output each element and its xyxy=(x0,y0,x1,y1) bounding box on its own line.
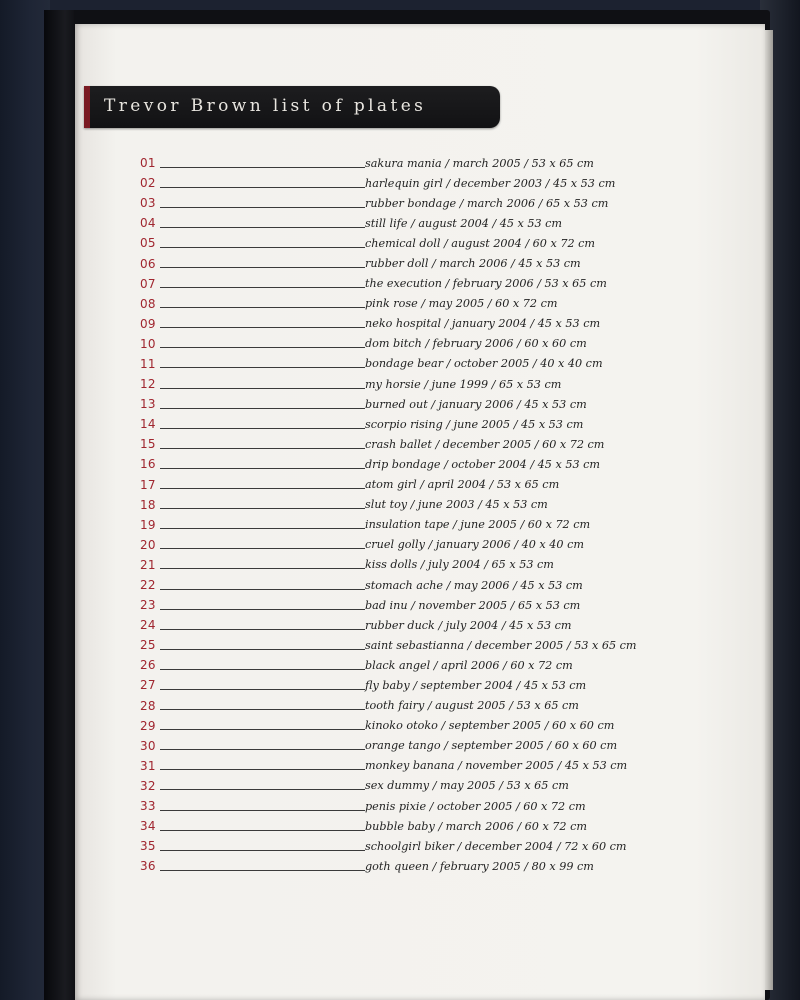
plate-number: 19 xyxy=(140,517,156,532)
plate-number: 22 xyxy=(140,578,156,593)
plate-number: 05 xyxy=(140,236,156,251)
plate-number: 17 xyxy=(140,477,156,492)
plate-number: 25 xyxy=(140,638,156,653)
plate-row xyxy=(140,495,700,515)
plate-row xyxy=(140,253,700,273)
plate-number: 15 xyxy=(140,437,156,452)
leader-line xyxy=(160,227,365,228)
plate-description: sex dummy / may 2005 / 53 x 65 cm xyxy=(365,779,569,793)
leader-line xyxy=(160,528,365,529)
plate-number: 12 xyxy=(140,377,156,392)
plate-description: rubber bondage / march 2006 / 65 x 53 cm xyxy=(365,196,609,210)
plate-description: insulation tape / june 2005 / 60 x 72 cm xyxy=(365,518,591,532)
plate-number: 21 xyxy=(140,557,156,572)
plate-row xyxy=(140,776,700,796)
plate-description: monkey banana / november 2005 / 45 x 53 cm xyxy=(365,759,628,773)
leader-line xyxy=(160,187,365,188)
plate-number: 08 xyxy=(140,296,156,311)
leader-line xyxy=(160,428,365,429)
plate-number: 10 xyxy=(140,336,156,351)
plate-description: crash ballet / december 2005 / 60 x 72 cm xyxy=(365,437,605,451)
plate-description: rubber doll / march 2006 / 45 x 53 cm xyxy=(365,257,581,271)
leader-line xyxy=(160,388,365,389)
plate-number: 13 xyxy=(140,397,156,412)
plate-row xyxy=(140,756,700,776)
plate-description: still life / august 2004 / 45 x 53 cm xyxy=(365,216,563,230)
plate-row xyxy=(140,575,700,595)
leader-line xyxy=(160,709,365,710)
plate-description: neko hospital / january 2004 / 45 x 53 cm xyxy=(365,317,601,331)
plate-row xyxy=(140,796,700,816)
leader-line xyxy=(160,468,365,469)
plate-row xyxy=(140,454,700,474)
plate-row xyxy=(140,675,700,695)
plate-description: saint sebastianna / december 2005 / 53 x 65 cm xyxy=(365,638,637,652)
plate-row xyxy=(140,655,700,675)
plate-description: black angel / april 2006 / 60 x 72 cm xyxy=(365,658,573,672)
book-spine xyxy=(44,10,74,1000)
plate-row xyxy=(140,635,700,655)
plate-number: 29 xyxy=(140,718,156,733)
plate-list xyxy=(140,153,700,876)
plate-description: bad inu / november 2005 / 65 x 53 cm xyxy=(365,598,581,612)
plate-number: 26 xyxy=(140,658,156,673)
leader-line xyxy=(160,488,365,489)
plate-number: 28 xyxy=(140,698,156,713)
plate-description: harlequin girl / december 2003 / 45 x 53 cm xyxy=(365,176,616,190)
plate-number: 01 xyxy=(140,156,156,171)
leader-line xyxy=(160,267,365,268)
plate-description: schoolgirl biker / december 2004 / 72 x 60 cm xyxy=(365,839,627,853)
plate-row xyxy=(140,615,700,635)
title-banner-accent xyxy=(84,86,90,128)
plate-number: 06 xyxy=(140,256,156,271)
plate-row xyxy=(140,856,700,876)
plate-number: 11 xyxy=(140,356,156,371)
plate-description: tooth fairy / august 2005 / 53 x 65 cm xyxy=(365,699,579,713)
plate-number: 36 xyxy=(140,859,156,874)
plate-number: 03 xyxy=(140,196,156,211)
plate-number: 07 xyxy=(140,276,156,291)
leader-line xyxy=(160,207,365,208)
plate-number: 20 xyxy=(140,537,156,552)
plate-description: chemical doll / august 2004 / 60 x 72 cm xyxy=(365,236,595,250)
plate-row xyxy=(140,515,700,535)
plate-row xyxy=(140,434,700,454)
page-edge xyxy=(765,30,773,990)
leader-line xyxy=(160,769,365,770)
leader-line xyxy=(160,830,365,831)
plate-description: pink rose / may 2005 / 60 x 72 cm xyxy=(365,297,558,311)
plate-row xyxy=(140,314,700,334)
leader-line xyxy=(160,247,365,248)
plate-row xyxy=(140,173,700,193)
plate-row xyxy=(140,535,700,555)
leader-line xyxy=(160,589,365,590)
plate-number: 23 xyxy=(140,598,156,613)
plate-row xyxy=(140,836,700,856)
plate-row xyxy=(140,394,700,414)
leader-line xyxy=(160,448,365,449)
leader-line xyxy=(160,649,365,650)
plate-row xyxy=(140,816,700,836)
plate-number: 16 xyxy=(140,457,156,472)
leader-line xyxy=(160,167,365,168)
plate-number: 34 xyxy=(140,819,156,834)
leader-line xyxy=(160,669,365,670)
plate-row xyxy=(140,555,700,575)
page-title: Trevor Brown list of plates xyxy=(104,96,427,116)
plate-number: 31 xyxy=(140,758,156,773)
plate-row xyxy=(140,595,700,615)
leader-line xyxy=(160,347,365,348)
plate-row xyxy=(140,354,700,374)
plate-number: 32 xyxy=(140,778,156,793)
leader-line xyxy=(160,307,365,308)
plate-description: the execution / february 2006 / 53 x 65 cm xyxy=(365,277,607,291)
plate-number: 18 xyxy=(140,497,156,512)
leader-line xyxy=(160,367,365,368)
leader-line xyxy=(160,609,365,610)
leader-line xyxy=(160,629,365,630)
plate-description: burned out / january 2006 / 45 x 53 cm xyxy=(365,397,587,411)
plate-description: kinoko otoko / september 2005 / 60 x 60 cm xyxy=(365,719,615,733)
plate-row xyxy=(140,334,700,354)
plate-description: cruel golly / january 2006 / 40 x 40 cm xyxy=(365,538,584,552)
leader-line xyxy=(160,548,365,549)
plate-description: stomach ache / may 2006 / 45 x 53 cm xyxy=(365,578,583,592)
plate-number: 24 xyxy=(140,618,156,633)
plate-row xyxy=(140,716,700,736)
plate-number: 02 xyxy=(140,176,156,191)
plate-row xyxy=(140,294,700,314)
plate-description: scorpio rising / june 2005 / 45 x 53 cm xyxy=(365,417,584,431)
leader-line xyxy=(160,287,365,288)
plate-row xyxy=(140,274,700,294)
plate-description: sakura mania / march 2005 / 53 x 65 cm xyxy=(365,156,594,170)
leader-line xyxy=(160,850,365,851)
plate-number: 33 xyxy=(140,799,156,814)
leader-line xyxy=(160,568,365,569)
plate-description: rubber duck / july 2004 / 45 x 53 cm xyxy=(365,618,572,632)
leader-line xyxy=(160,689,365,690)
plate-row xyxy=(140,736,700,756)
plate-number: 35 xyxy=(140,839,156,854)
plate-number: 30 xyxy=(140,738,156,753)
plate-number: 09 xyxy=(140,316,156,331)
leader-line xyxy=(160,870,365,871)
leader-line xyxy=(160,729,365,730)
plate-description: my horsie / june 1999 / 65 x 53 cm xyxy=(365,377,562,391)
plate-row xyxy=(140,233,700,253)
plate-description: atom girl / april 2004 / 53 x 65 cm xyxy=(365,478,560,492)
plate-row xyxy=(140,475,700,495)
plate-row xyxy=(140,193,700,213)
plate-row xyxy=(140,696,700,716)
plate-number: 27 xyxy=(140,678,156,693)
plate-description: bondage bear / october 2005 / 40 x 40 cm xyxy=(365,357,603,371)
plate-description: slut toy / june 2003 / 45 x 53 cm xyxy=(365,498,548,512)
leader-line xyxy=(160,789,365,790)
leader-line xyxy=(160,810,365,811)
backdrop-left xyxy=(0,0,50,1000)
plate-row xyxy=(140,213,700,233)
plate-row xyxy=(140,153,700,173)
plate-description: dom bitch / february 2006 / 60 x 60 cm xyxy=(365,337,587,351)
plate-number: 04 xyxy=(140,216,156,231)
plate-description: fly baby / september 2004 / 45 x 53 cm xyxy=(365,678,587,692)
leader-line xyxy=(160,327,365,328)
plate-number: 14 xyxy=(140,417,156,432)
leader-line xyxy=(160,749,365,750)
plate-description: penis pixie / october 2005 / 60 x 72 cm xyxy=(365,799,586,813)
plate-description: orange tango / september 2005 / 60 x 60 cm xyxy=(365,739,618,753)
plate-description: drip bondage / october 2004 / 45 x 53 cm xyxy=(365,457,600,471)
leader-line xyxy=(160,408,365,409)
plate-description: goth queen / february 2005 / 80 x 99 cm xyxy=(365,859,594,873)
plate-row xyxy=(140,414,700,434)
leader-line xyxy=(160,508,365,509)
plate-description: bubble baby / march 2006 / 60 x 72 cm xyxy=(365,819,587,833)
plate-row xyxy=(140,374,700,394)
plate-description: kiss dolls / july 2004 / 65 x 53 cm xyxy=(365,558,554,572)
